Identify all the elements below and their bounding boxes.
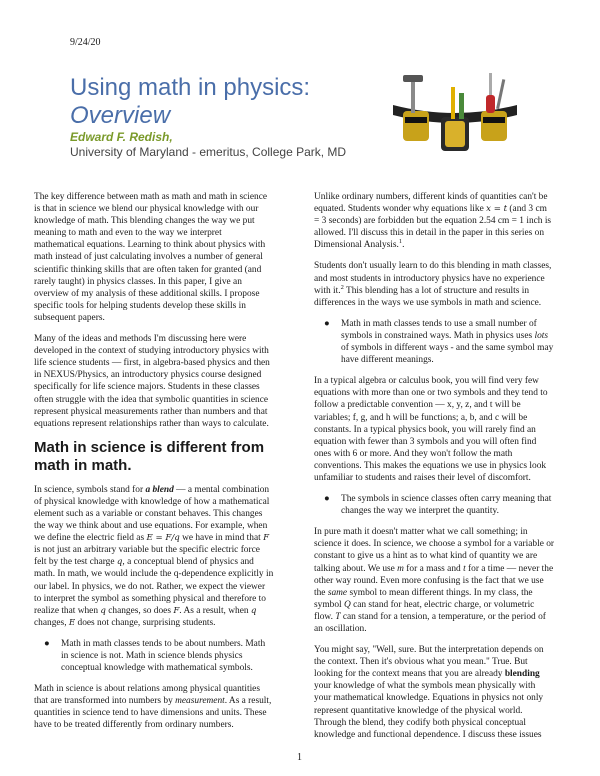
footnote-ref[interactable]: 2 xyxy=(340,283,344,291)
context-paragraph: Many of the ideas and methods I'm discussing here were developed in the context of studying introductory physics with life science students — first, in algebra-based physics and then in NEXUS/Physics, an introductory physics course designed specifically for life science majors. Students in these classes often struggle with the idea that symbolic quantities in science represent physical measurements rather than numbers and that equations represent relationships rather than ways to calculate. xyxy=(34,334,270,429)
author-name: Edward F. Redish, xyxy=(70,130,173,144)
intro-paragraph: The key difference between math as math and math in science is that in science we blend our physical knowledge with our knowledge of math. This blending changes the way we put meaning to math and even to the way we interpret mathematical equations. Learning to think about physics with math instead of just calculating involves a number of general scientific thinking skills that are often taken for granted (and rarely taught) in physics classes. In this paper, I give an overview of my analysis of these additional skills. I propose specific tools for helping students develop these skills in subsequent papers. xyxy=(34,192,268,323)
author-affiliation: University of Maryland - emeritus, College Park, MD xyxy=(70,145,347,159)
bullet-item: ● Math in math classes tends to use a small number of symbols in constrained ways. Math in physics uses lots of symbols in different ways - and the same symbol may have different meanings. xyxy=(324,318,554,366)
page-title xyxy=(70,74,370,130)
toolbelt-icon xyxy=(385,65,525,155)
bullet-dot-icon: ● xyxy=(324,318,330,329)
bullet-dot-icon: ● xyxy=(44,638,50,649)
left-column xyxy=(34,191,274,741)
bullet-dot-icon: ● xyxy=(324,494,330,505)
context-quote-paragraph: You might say, "Well, sure. But the interpretation depends on the context. Then it's obvious what you mean." True. But looking for the context means that you are already blending your knowledge of what the symbols mean physically with your mathematical knowledge. Equations in physics not only represent quantitative knowledge of the physical world. Through the blend, they codify both physical conceptual knowledge and functional dependence. I discuss these issues xyxy=(314,645,544,740)
relations-paragraph: Math in science is about relations among physical quantities that are transformed into numbers by measurement. As a result, quantities in science tend to have dimensions and units. These have to be treated differently from ordinary numbers. xyxy=(34,684,272,731)
algebra-paragraph: In a typical algebra or calculus book, you will find very few equations with more than one or two symbols and they tend to follow a predictable convention — x, y, z, and t will be variables; f, g, and h will be functions; a, b, and c will be constants. In a typical physics book, you will rarely find an equation with fewer than 3 symbols and you will often find ones with 6 or more. And they won't follow the math conventions. This makes the equations we use in physics look unfamiliar to students and raises their level of discomfort. xyxy=(314,376,548,483)
title-line2: Overview xyxy=(70,102,171,129)
header-date: 9/24/20 xyxy=(70,37,101,48)
section-heading: Math in science is different from math in math. xyxy=(34,438,265,474)
blend-paragraph: In science, symbols stand for a blend — a mental combination of physical knowledge with knowledge of how a mathematical element such as a variable or constant behaves. This changes the way we think about and use equations. For example, when we define the electric field as E = F/q we have in mind that F is not just an arbitrary variable but the specific electric force felt by the test charge q, a conceptual blend of physics and math. In math, we would include the q-dependence explicitly in our label. In physics, we do not. Rather, we expect the viewer to interpret the symbol as something physical and therefore to realize that when q changes, so does F. As a result, when q changes, E does not change, surprising students. xyxy=(34,484,274,628)
page-number: 1 xyxy=(297,752,302,763)
title-line1: Using math in physics: xyxy=(70,74,311,101)
bullet-item: ● The symbols in science classes often carry meaning that changes the way we interpret the quantity. xyxy=(324,494,552,517)
units-paragraph: Unlike ordinary numbers, different kinds of quantities can't be equated. Students wonder why equations like x = t (and 3 cm = 3 seconds) are forbidden but the equation 2.54 cm = 1 inch is allowed. I'll discuss this in detail in the paper in this series on Dimensional Analysis.$^1$. xyxy=(314,192,552,251)
footnote-ref[interactable]: 1 xyxy=(398,238,403,246)
symbols-paragraph: In pure math it doesn't matter what we call something; in science it does. In science, we choose a symbol for a variable or constant to give us a hint as to what kind of quantity we are talking about. We use m for a mass and t for a time — never the other way round. Even more confusing is the fact that we use the same symbol to mean different things. In my class, the symbol Q can stand for heat, electric charge, or volumetric flow. T can stand for a tension, a temperature, or the period of an oscillation. xyxy=(314,527,555,634)
blending-paragraph: Students don't usually learn to do this blending in math classes, and most students in introductory physics have no experience with it.$^2$ This blending has a lot of structure and results in differences in the ways we use symbols in math and science. xyxy=(314,261,552,308)
right-column xyxy=(314,191,554,750)
bullet-item: ● Math in math classes tends to be about numbers. Math in science is not. Math in science blends physics conceptual knowledge with mathematical symbols. xyxy=(44,638,266,674)
